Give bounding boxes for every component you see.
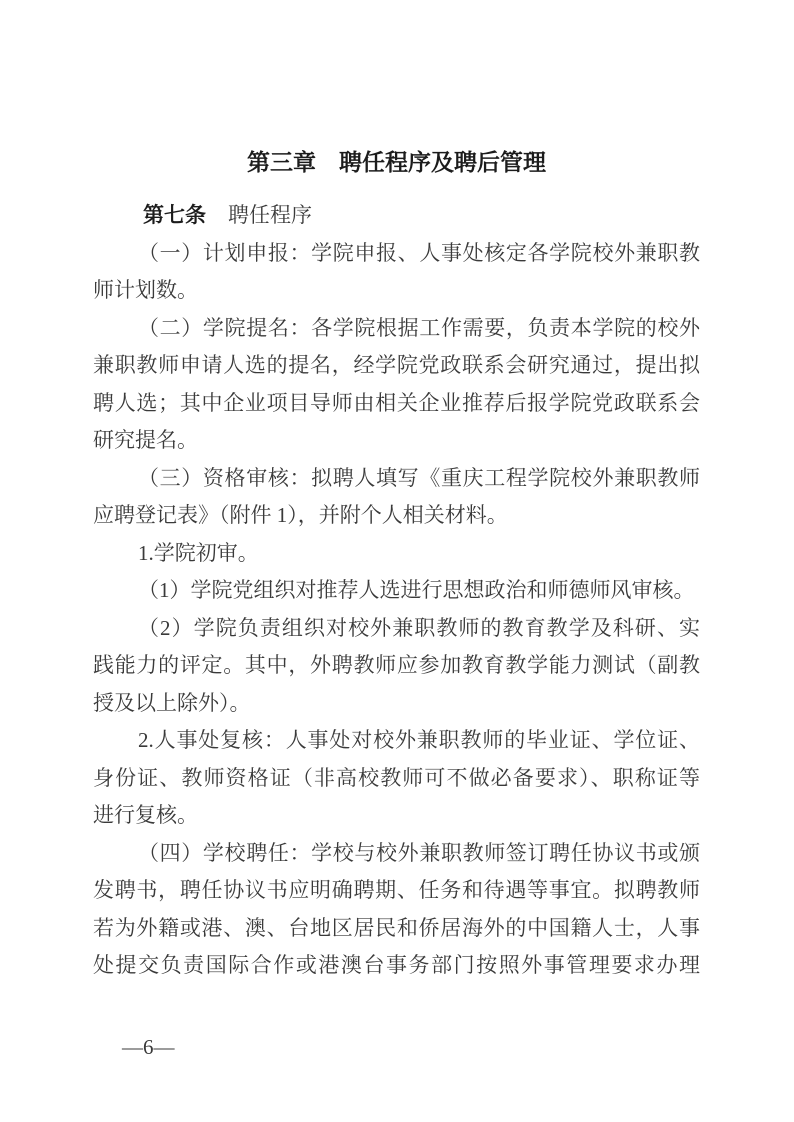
body-line: 身份证、教师资格证（非高校教师可不做必备要求）、职称证等 [93, 765, 700, 790]
body-line: （三）资格审核：拟聘人填写《重庆工程学院校外兼职教师 [138, 465, 700, 490]
body-line: 聘人选；其中企业项目导师由相关企业推荐后报学院党政联系会 [93, 390, 700, 415]
body-line: 应聘登记表》（附件 1），并附个人相关材料。 [93, 503, 508, 527]
article-title: 聘任程序 [228, 203, 312, 227]
body-line: 进行复核。 [93, 803, 198, 827]
body-line: （一）计划申报：学院申报、人事处核定各学院校外兼职教 [138, 240, 700, 265]
body-line: 2.人事处复核：人事处对校外兼职教师的毕业证、学位证、 [138, 728, 700, 752]
body-text [93, 235, 700, 985]
body-line: 授及以上除外）。 [93, 690, 251, 715]
article-heading [93, 197, 700, 235]
body-line: 践能力的评定。其中，外聘教师应参加教育教学能力测试（副教 [93, 653, 700, 677]
body-line: 师计划数。 [93, 278, 198, 302]
body-line: 处提交负责国际合作或港澳台事务部门按照外事管理要求办理 [93, 953, 700, 977]
body-line: 若为外籍或港、澳、台地区居民和侨居海外的中国籍人士，人事 [93, 915, 700, 940]
body-line: （2）学院负责组织对校外兼职教师的教育教学及科研、实 [138, 615, 700, 640]
article-number: 第七条 [143, 203, 206, 227]
body-line: 兼职教师申请人选的提名，经学院党政联系会研究通过，提出拟 [93, 353, 700, 377]
page-number: —6— [122, 1035, 175, 1059]
body-line: 研究提名。 [93, 428, 198, 452]
body-line: （1）学院党组织对推荐人选进行思想政治和师德师风审核。 [138, 578, 695, 602]
body-line: （四）学校聘任：学校与校外兼职教师签订聘任协议书或颁 [138, 840, 700, 865]
body-line: 发聘书，聘任协议书应明确聘期、任务和待遇等事宜。拟聘教师 [93, 878, 700, 902]
body-line: （二）学院提名：各学院根据工作需要，负责本学院的校外 [138, 315, 700, 340]
chapter-title: 第三章 聘任程序及聘后管理 [247, 149, 546, 175]
body-line: 1.学院初审。 [138, 540, 259, 565]
document-content [93, 146, 700, 985]
